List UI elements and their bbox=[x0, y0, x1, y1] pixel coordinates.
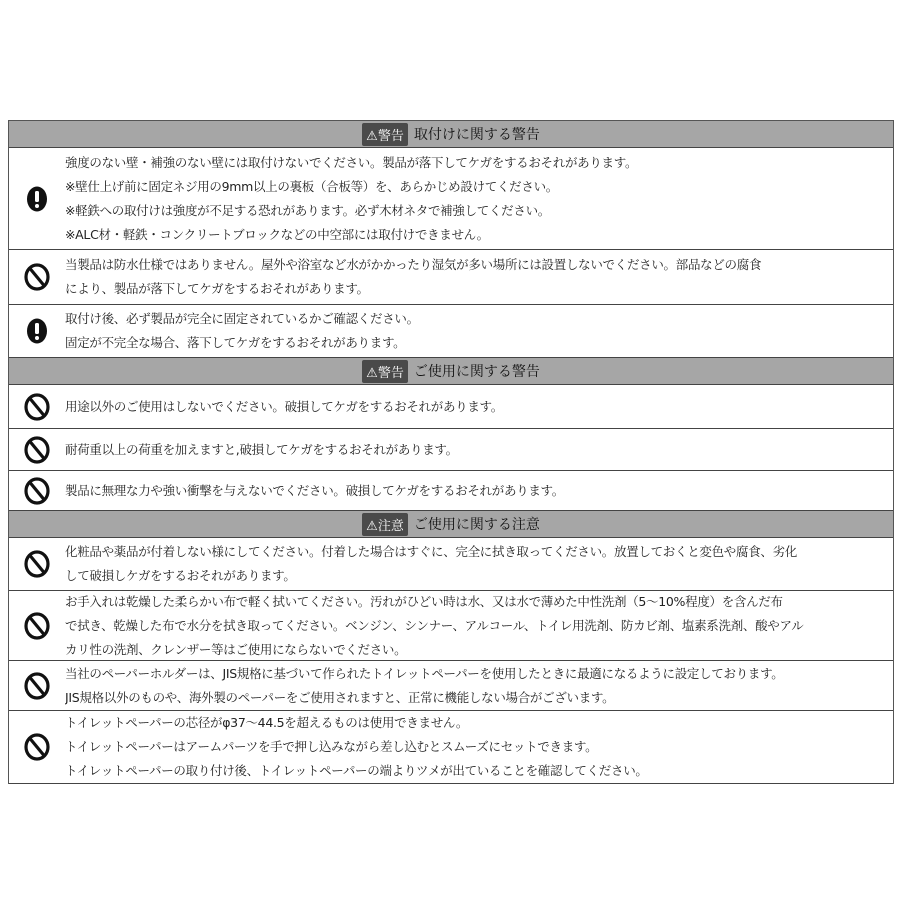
prohibited-icon bbox=[9, 263, 65, 291]
warning-text-line: 当製品は防水仕様ではありません。屋外や浴室など水がかかったり湿気が多い場所には設置しないでください。部品などの腐食 bbox=[65, 257, 762, 272]
warning-row bbox=[9, 250, 893, 305]
warning-text bbox=[65, 479, 893, 503]
warning-text bbox=[65, 395, 893, 419]
warning-row bbox=[9, 711, 893, 784]
warning-text-line: により、製品が落下してケガをするおそれがあります。 bbox=[65, 281, 369, 296]
warning-text bbox=[65, 590, 893, 662]
warning-text-line: カリ性の洗剤、クレンザー等はご使用にならないでください。 bbox=[65, 641, 407, 657]
warning-row bbox=[9, 661, 893, 711]
warning-text-line: ※壁仕上げ前に固定ネジ用の9mm以上の裏板（合板等）を、あらかじめ設けてください。 bbox=[65, 178, 558, 194]
safety-table bbox=[8, 120, 894, 784]
warning-text-line: 化粧品や薬品が付着しない様にしてください。付着した場合はすぐに、完全に拭き取ってください。放置しておくと変色や腐食、劣化 bbox=[65, 544, 798, 559]
warning-text-line: ※ALC材・軽鉄・コンクリートブロックなどの中空部には取付けできません。 bbox=[65, 226, 489, 242]
warning-row bbox=[9, 471, 893, 511]
warning-text-line: して破損しケガをするおそれがあります。 bbox=[65, 568, 296, 583]
warning-badge: ⚠警告 bbox=[362, 360, 408, 383]
warning-row bbox=[9, 148, 893, 250]
warning-text-line: トイレットペーパーはアームパーツを手で押し込みながら差し込むとスムーズにセットできます。 bbox=[65, 739, 598, 754]
mandatory-icon bbox=[9, 186, 65, 212]
warning-badge: ⚠警告 bbox=[362, 123, 408, 146]
section-title: ご使用に関する警告 bbox=[413, 364, 540, 380]
warning-badge: ⚠注意 bbox=[362, 513, 408, 536]
section-title: 取付けに関する警告 bbox=[413, 127, 540, 143]
prohibited-icon bbox=[9, 393, 65, 421]
warning-text-line: トイレットペーパーの取り付け後、トイレットペーパーの端よりツメが出ていることを確認してください。 bbox=[65, 763, 648, 778]
warning-text-line: ※軽鉄への取付けは強度が不足する恐れがあります。必ず木材ネタで補強してください。 bbox=[65, 202, 550, 218]
warning-text-line: 用途以外のご使用はしないでください。破損してケガをするおそれがあります。 bbox=[65, 398, 503, 414]
prohibited-icon bbox=[9, 733, 65, 761]
warning-row bbox=[9, 429, 893, 471]
warning-text bbox=[65, 151, 893, 247]
warning-row bbox=[9, 591, 893, 661]
warning-text bbox=[65, 438, 893, 462]
warning-text-line: JIS規格以外のものや、海外製のペーパーをご使用されますと、正常に機能しない場合がございます。 bbox=[65, 689, 615, 705]
warning-text bbox=[65, 253, 893, 301]
warning-row bbox=[9, 305, 893, 358]
warning-row bbox=[9, 385, 893, 429]
section-header bbox=[9, 511, 893, 538]
warning-row bbox=[9, 538, 893, 591]
section-header bbox=[9, 358, 893, 385]
warning-text-line: で拭き、乾燥した布で水分を拭き取ってください。ベンジン、シンナー、アルコール、トイレ用洗剤、防カビ剤、塩素系洗剤、酸やアル bbox=[65, 617, 804, 633]
warning-text bbox=[65, 307, 893, 355]
warning-text-line: 取付け後、必ず製品が完全に固定されているかご確認ください。 bbox=[65, 311, 419, 326]
warning-text bbox=[65, 540, 893, 588]
prohibited-icon bbox=[9, 436, 65, 464]
prohibited-icon bbox=[9, 477, 65, 505]
section-title: ご使用に関する注意 bbox=[413, 517, 540, 533]
warning-text bbox=[65, 711, 893, 783]
warning-text bbox=[65, 662, 893, 710]
warning-text-line: トイレットペーパーの芯径がφ37～44.5を超えるものは使用できません。 bbox=[65, 715, 469, 730]
warning-text-line: 製品に無理な力や強い衝撃を与えないでください。破損してケガをするおそれがあります。 bbox=[65, 482, 564, 498]
warning-text-line: 耐荷重以上の荷重を加えますと,破損してケガをするおそれがあります。 bbox=[65, 441, 458, 457]
warning-text-line: 強度のない壁・補強のない壁には取付けないでください。製品が落下してケガをするおそれがあります。 bbox=[65, 154, 638, 170]
warning-text-line: お手入れは乾燥した柔らかい布で軽く拭いてください。汚れがひどい時は水、又は水で薄めた中性洗剤（5～10%程度）を含んだ布 bbox=[65, 593, 783, 609]
mandatory-icon bbox=[9, 318, 65, 344]
prohibited-icon bbox=[9, 612, 65, 640]
prohibited-icon bbox=[9, 550, 65, 578]
warning-text-line: 固定が不完全な場合、落下してケガをするおそれがあります。 bbox=[65, 335, 406, 350]
warning-text-line: 当社のペーパーホルダーは、JIS規格に基づいて作られたトイレットペーパーを使用したときに最適になるように設定しております。 bbox=[65, 665, 784, 681]
prohibited-icon bbox=[9, 672, 65, 700]
section-header bbox=[9, 121, 893, 148]
